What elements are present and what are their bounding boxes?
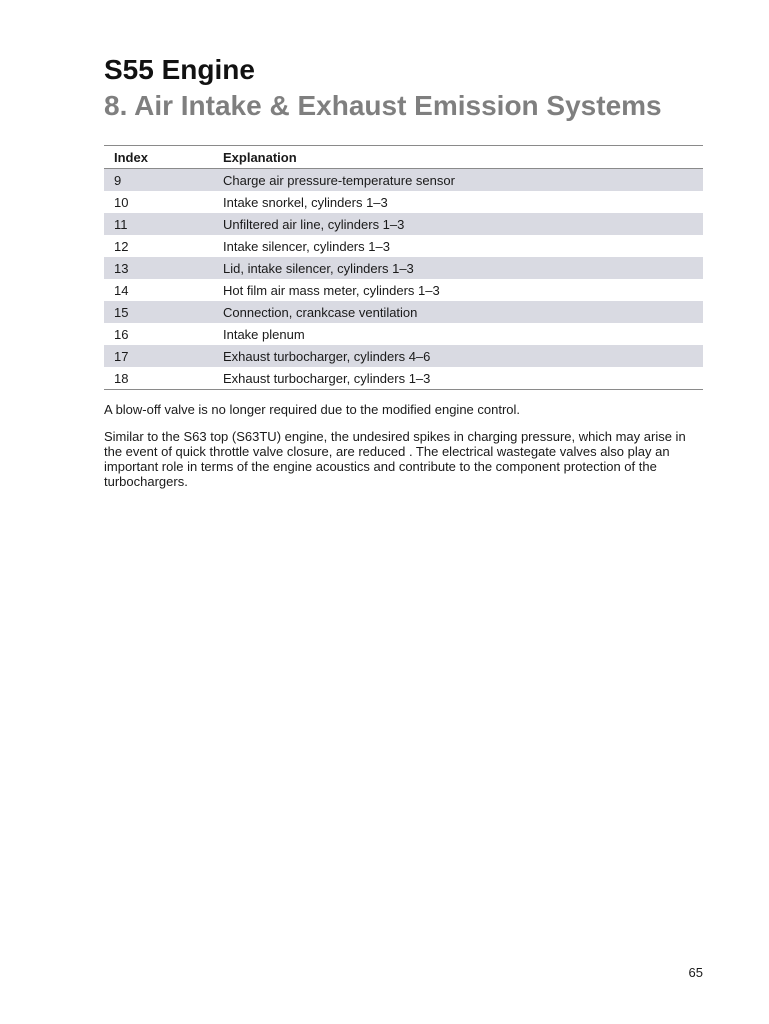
row-index: 9 [104, 169, 223, 192]
row-index: 17 [104, 345, 223, 367]
table-row [104, 279, 703, 301]
row-explanation: Intake plenum [223, 326, 305, 342]
row-index: 10 [114, 194, 129, 210]
table-row [104, 257, 703, 279]
table-row [104, 301, 703, 323]
row-index: 11 [104, 213, 223, 235]
row-index: 18 [114, 370, 129, 386]
row-explanation: Connection, crankcase ventilation [223, 301, 703, 323]
table-row [104, 191, 703, 213]
page-title: S55 Engine [104, 54, 255, 85]
section-title: 8. Air Intake & Exhaust Emission Systems [104, 90, 662, 121]
table-row [104, 323, 703, 345]
row-index: 14 [114, 282, 129, 298]
row-index: 16 [114, 326, 129, 342]
row-index: 15 [104, 301, 223, 323]
row-explanation: Unfiltered air line, cylinders 1–3 [223, 213, 703, 235]
row-explanation: Intake silencer, cylinders 1–3 [223, 238, 390, 254]
row-explanation: Hot film air mass meter, cylinders 1–3 [223, 282, 440, 298]
column-header-index: Index [104, 146, 223, 169]
table-header-row [104, 146, 703, 169]
row-index: 12 [114, 238, 129, 254]
row-explanation: Intake snorkel, cylinders 1–3 [223, 194, 388, 210]
row-explanation: Exhaust turbocharger, cylinders 4–6 [223, 345, 703, 367]
row-explanation: Charge air pressure-temperature sensor [223, 169, 703, 192]
table-row [104, 345, 703, 367]
page-content [104, 52, 703, 489]
row-explanation: Exhaust turbocharger, cylinders 1–3 [223, 370, 431, 386]
table-row [104, 169, 703, 192]
table-row [104, 367, 703, 390]
table-row [104, 235, 703, 257]
body-paragraph: A blow-off valve is no longer required due to the modified engine control. [104, 402, 521, 417]
row-explanation: Lid, intake silencer, cylinders 1–3 [223, 257, 703, 279]
index-table [104, 145, 703, 390]
table-row [104, 213, 703, 235]
body-paragraph: Similar to the S63 top (S63TU) engine, the undesired spikes in charging pressure, which may arise in the event of quick throttle valve closure, are reduced . The electrical wastegate valves also play an important role in terms of the engine acoustics and contribute to the component protection of the turbochargers. [104, 429, 686, 489]
row-index: 13 [104, 257, 223, 279]
column-header-explanation: Explanation [223, 146, 703, 169]
page-number: 65 [688, 965, 703, 980]
